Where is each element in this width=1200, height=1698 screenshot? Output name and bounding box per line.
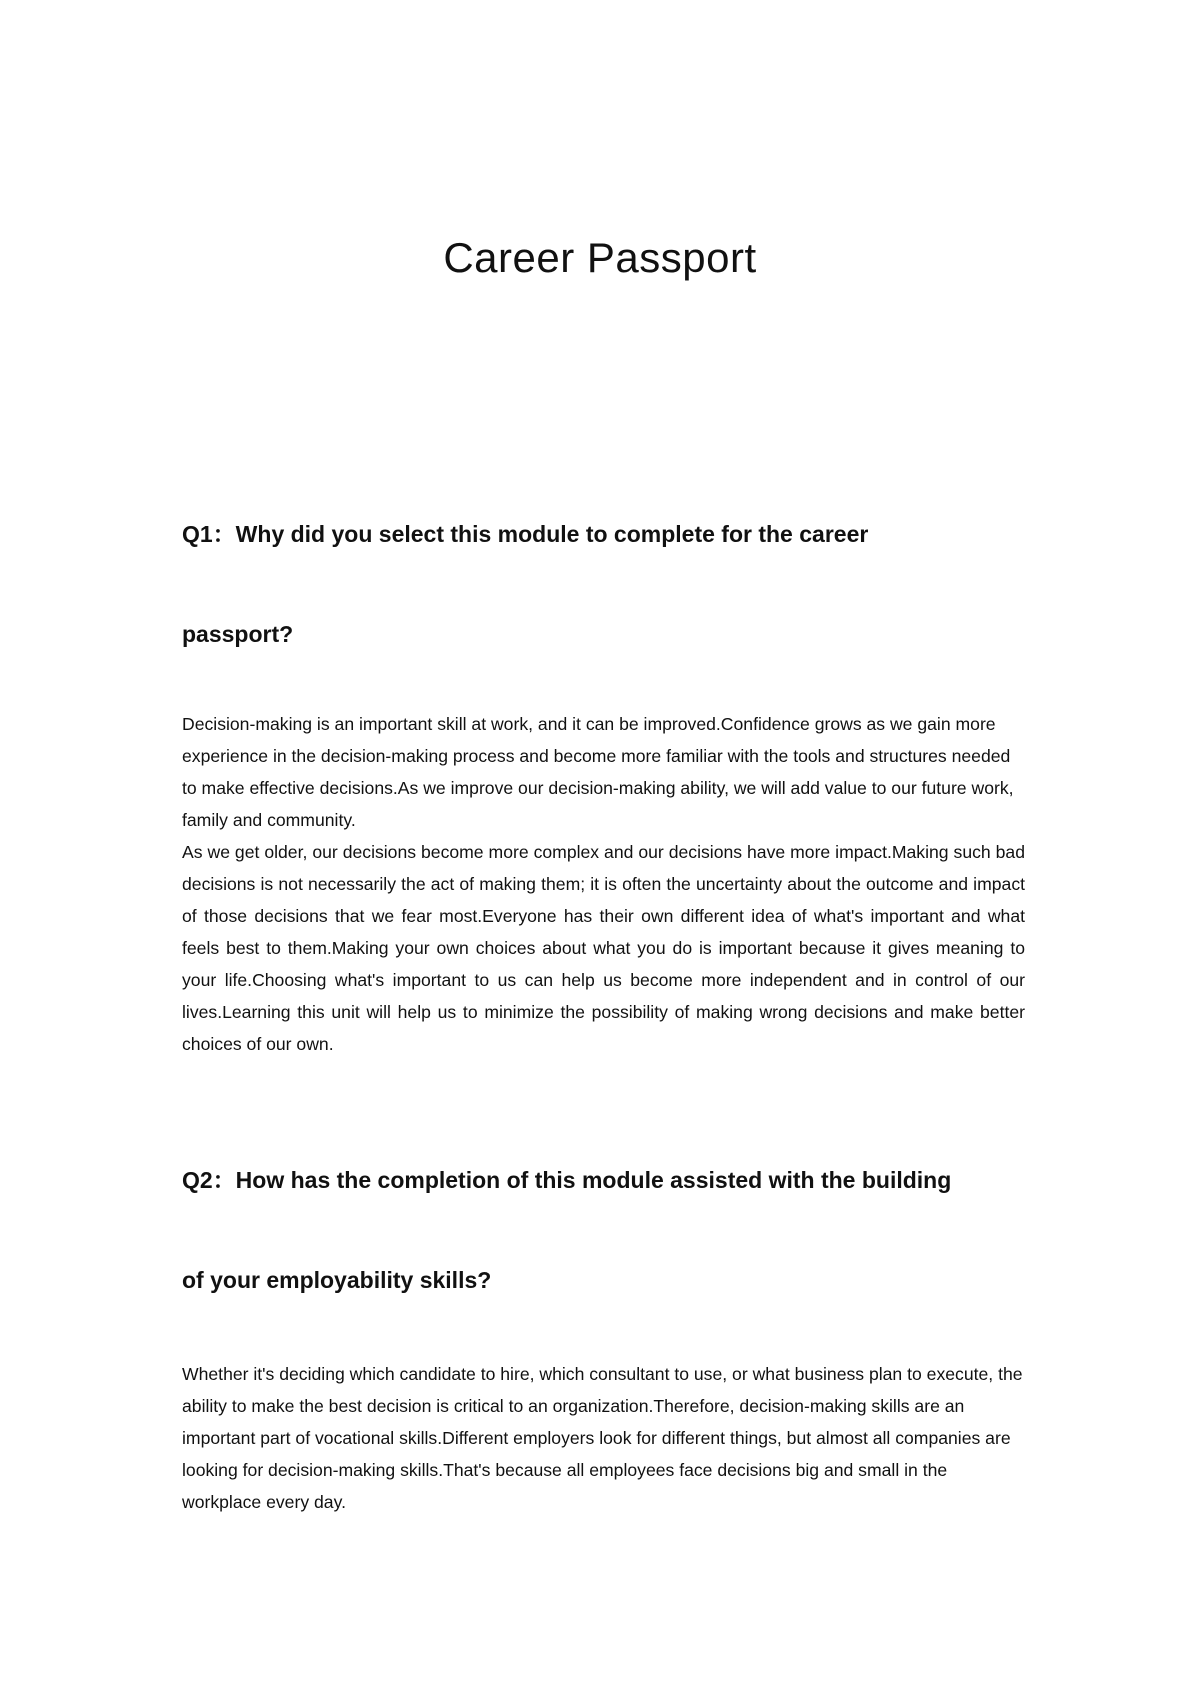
answer-1	[182, 708, 1025, 1060]
answer-1-paragraph-1: Decision-making is an important skill at work, and it can be improved.Confidence grows as we gain more experience in the decision-making process and become more familiar with the tools and structures needed to make effective decisions.As we improve our decision-making ability, we will add value to our future work, family and community.	[182, 714, 1014, 830]
page-title: Career Passport	[443, 234, 757, 282]
question-1-line-2: passport?	[182, 621, 294, 647]
answer-1-paragraph-2: As we get older, our decisions become more complex and our decisions have more impact.Making such bad decisions is not necessarily the act of making them; it is often the uncertainty about the outcome and impact of those decisions that we fear most.Everyone has their own different idea of what's important and what feels best to them.Making your own choices about what you do is important because it gives meaning to your life.Choosing what's important to us can help us become more independent and in control of our lives.Learning this unit will help us to minimize the possibility of making wrong decisions and make better choices of our own.	[182, 842, 1025, 1054]
question-2	[182, 1164, 1042, 1364]
answer-2	[182, 1358, 1025, 1518]
question-1	[182, 518, 1042, 718]
answer-2-paragraph-1: Whether it's deciding which candidate to hire, which consultant to use, or what business plan to execute, the ability to make the best decision is critical to an organization.Therefore, decision-making skills are an important part of vocational skills.Different employers look for different things, but almost all companies are looking for decision-making skills.That's because all employees face decisions big and small in the workplace every day.	[182, 1364, 1023, 1512]
question-2-line-1: Q2：How has the completion of this module assisted with the building	[182, 1167, 952, 1193]
question-2-line-2: of your employability skills?	[182, 1267, 492, 1293]
question-1-line-1: Q1：Why did you select this module to complete for the career	[182, 521, 869, 547]
